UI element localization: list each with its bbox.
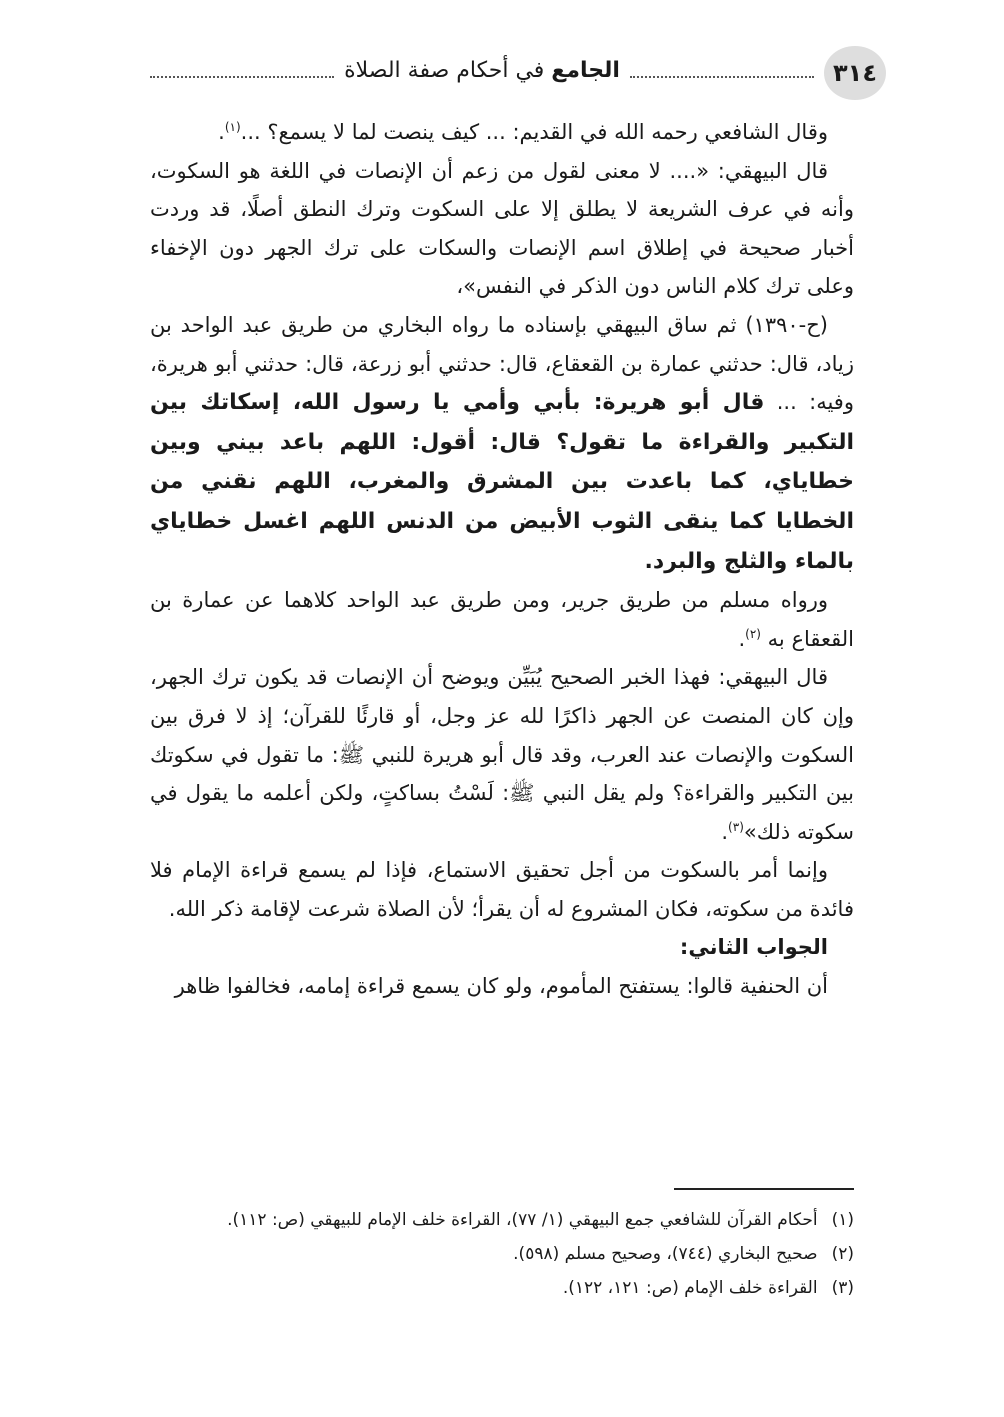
footnote-ref-2[interactable]: (٢) <box>745 626 761 641</box>
paragraph-2: قال البيهقي: «.... لا معنى لقول من زعم أن الإنصات في اللغة هو السكوت، وأنه في عرف الشريعة لا يطلق إلا على السكوت وترك النطق أصلًا، قد وردت أخبار صحيحة في إطلاق اسم الإنصات والسكات على ترك الجهر دون الإخفاء وعلى ترك كلام الناس دون الذكر في النفس»، <box>150 158 854 299</box>
paragraph-4-end: . <box>738 626 746 651</box>
footnotes <box>150 1203 854 1305</box>
header-dots-left <box>150 62 334 78</box>
header-dots-right <box>630 62 814 78</box>
paragraph-7: أن الحنفية قالوا: يستفتح المأموم، ولو كان يسمع قراءة إمامه، فخالفوا ظاهر <box>174 974 828 999</box>
hadith-text: قال أبو هريرة: بأبي وأمي يا رسول الله، إسكاتك بين التكبير والقراءة ما تقول؟ قال: أقول: اللهم باعد بيني وبين خطاياي، كما باعدت بين المشرق والمغرب، اللهم نقني من الخطايا كما ينقى الثوب الأبيض من الدنس اللهم اغسل خطاياي بالماء والثلج والبرد. <box>150 390 854 574</box>
footnote-3 <box>150 1271 854 1305</box>
paragraph-4-text: ورواه مسلم من طريق جرير، ومن طريق عبد الواحد كلاهما عن عمارة بن القعقاع به <box>150 588 854 651</box>
paragraph-1 <box>150 113 854 152</box>
running-header <box>150 55 814 85</box>
footnote-2 <box>150 1237 854 1271</box>
footnote-3-number: (٣) <box>831 1278 854 1298</box>
page-number-badge <box>824 46 886 100</box>
paragraph-3-text: (ح-١٣٩٠) ثم ساق البيهقي بإسناده ما رواه البخاري من طريق عبد الواحد بن زياد، قال: حدثني عمارة بن القعقاع، قال: حدثني أبو زرعة، قال: حدثني أبو هريرة، وفيه: ... <box>150 312 854 415</box>
footnote-1-number: (١) <box>831 1210 854 1230</box>
footnote-3-text: القراءة خلف الإمام (ص: ١٢١، ١٢٢). <box>562 1278 818 1298</box>
footnote-ref-1[interactable]: (١) <box>224 120 241 134</box>
section-heading: الجواب الثاني: <box>679 935 828 960</box>
footnote-divider <box>674 1188 854 1190</box>
paragraph-4 <box>150 581 854 658</box>
main-text <box>150 113 854 1006</box>
paragraph-6: وإنما أمر بالسكوت من أجل تحقيق الاستماع، فإذا لم يسمع قراءة الإمام فلا فائدة من سكوته، فكان المشروع له أن يقرأ؛ لأن الصلاة شرعت لإقامة ذكر الله. <box>150 858 854 921</box>
footnote-1 <box>150 1203 854 1237</box>
paragraph-3 <box>150 306 854 581</box>
book-title-main: الجامع <box>551 57 620 83</box>
footnote-1-text: أحكام القرآن للشافعي جمع البيهقي (١/ ٧٧)، القراءة خلف الإمام للبيهقي (ص: ١١٢). <box>227 1210 818 1230</box>
paragraph-1-end: . <box>218 120 225 144</box>
paragraph-5 <box>150 658 854 851</box>
paragraph-5-end: . <box>721 819 729 844</box>
footnote-ref-3[interactable]: (٣) <box>728 819 744 834</box>
paragraph-1-text: وقال الشافعي رحمه الله في القديم: ... كيف ينصت لما لا يسمع؟ ... <box>240 120 828 144</box>
footnote-2-number: (٢) <box>831 1244 854 1264</box>
book-title-rest: ﻓﻲ أحكام صفة الصلاة <box>344 57 545 83</box>
book-title <box>344 58 620 83</box>
paragraph-5-text: قال البيهقي: فهذا الخبر الصحيح يُبَيِّن ويوضح أن الإنصات قد يكون ترك الجهر، وإن كان المنصت عن الجهر ذاكرًا لله عز وجل، أو قارئًا للقرآن؛ إذ لا فرق بين السكوت والإنصات عند العرب، وقد قال أبو هريرة للنبي ﷺ: ما تقول في سكوتك بين التكبير والقراءة؟ ولم يقل النبي ﷺ: لَسْتُ بساكتٍ، ولكن أعلمه ما يقول في سكوته ذلك» <box>150 665 854 844</box>
footnote-2-text: صحيح البخاري (٧٤٤)، وصحيح مسلم (٥٩٨). <box>513 1244 818 1264</box>
page-number: ٣١٤ <box>833 59 877 87</box>
